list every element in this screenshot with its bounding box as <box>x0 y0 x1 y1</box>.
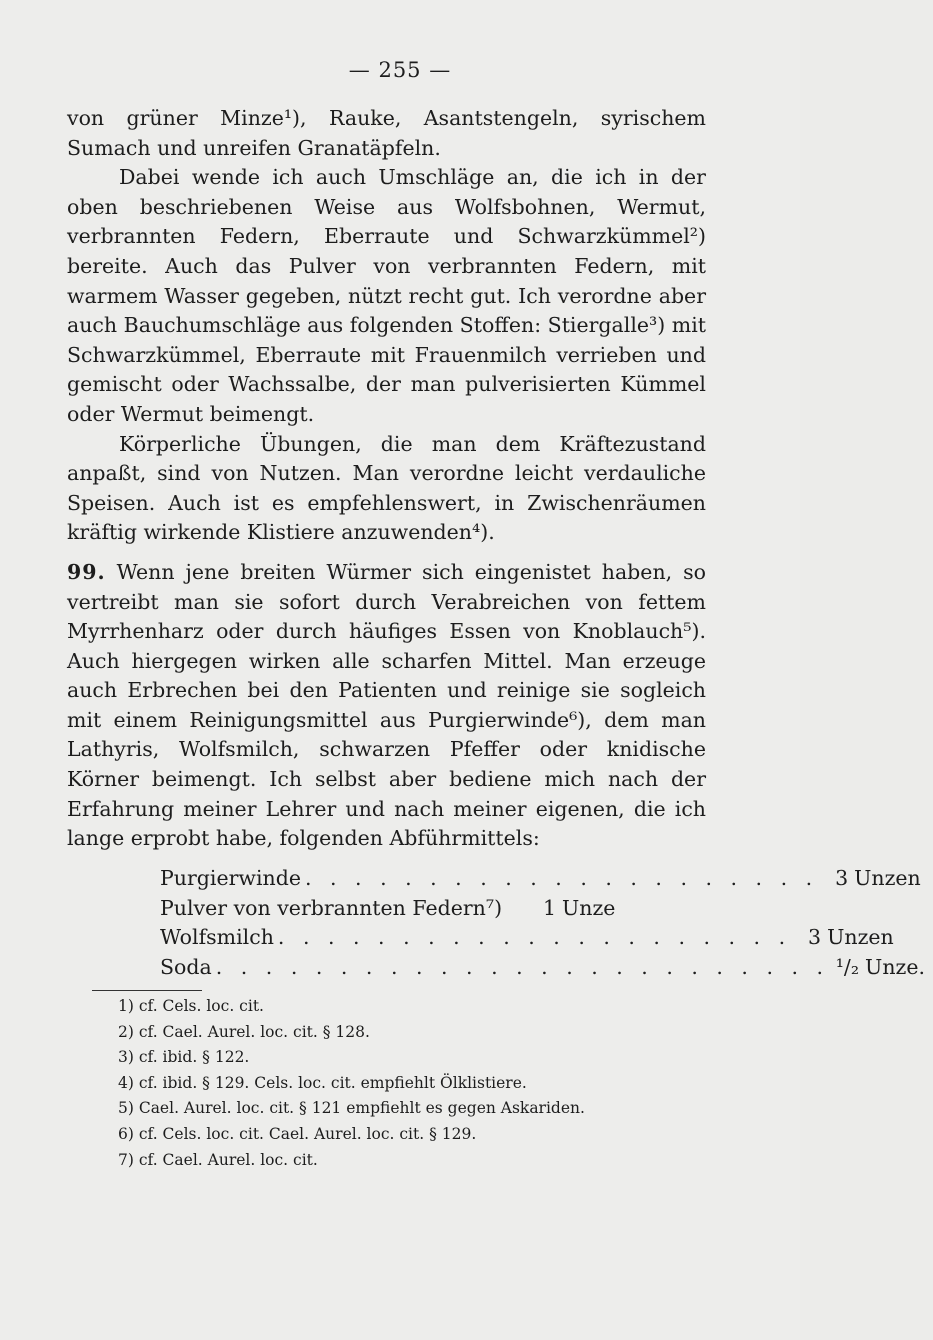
recipe-row <box>160 953 925 983</box>
ingredient-name: Soda <box>160 954 212 979</box>
recipe-row <box>160 894 630 924</box>
paragraph-uebungen: Körperliche Übungen, die man dem Kräftezustand anpaßt, sind von Nutzen. Man verordne leicht verdauliche Speisen. Auch ist es empfehlenswert, in Zwischenräumen kräftig wirkende Klistiere anzuwenden⁴). <box>67 431 706 545</box>
footnote-3: 3) cf. ibid. § 122. <box>118 1048 250 1067</box>
footnotes <box>118 994 738 1173</box>
leader-dots: . . . . . . . . . . . . . . . . . . . . . . . . . <box>215 954 830 979</box>
ingredient-unit: Unzen <box>827 925 894 950</box>
footnote-4: 4) cf. ibid. § 129. Cels. loc. cit. empfiehlt Ölklistiere. <box>118 1073 527 1092</box>
section-text: Wenn jene breiten Würmer sich eingenistet haben, so vertreibt man sie sofort durch Verabreichen von fettem Myrrhenharz oder durch häufiges Essen von Knoblauch⁵). Auch hiergegen wirken alle scharfen Mittel. Man erzeuge auch Erbrechen bei den Patienten und reinige sie sogleich mit einem Reinigungsmittel aus Purgierwinde⁶), dem man Lathyris, Wolfsmilch, schwarzen Pfeffer oder knidische Körner beimengt. Ich selbst aber bediene mich nach der Erfahrung meiner Lehrer und nach meiner eigenen, die ich lange erprobt habe, folgenden Abführmittels: <box>67 559 706 851</box>
section-number: 99. <box>67 559 106 584</box>
ingredient-name: Purgierwinde <box>160 866 301 890</box>
main-text <box>67 104 706 854</box>
footnote-6: 6) cf. Cels. loc. cit. Cael. Aurel. loc. cit. § 129. <box>118 1124 477 1143</box>
ingredient-unit: Unze. <box>865 954 925 979</box>
footnote-7: 7) cf. Cael. Aurel. loc. cit. <box>118 1150 318 1169</box>
recipe-row <box>160 923 894 953</box>
footnote-2: 2) cf. Cael. Aurel. loc. cit. § 128. <box>118 1022 370 1041</box>
leader-dots: . . . . . . . . . . . . . . . . . . . . . <box>277 925 792 950</box>
ingredient-name: Wolfsmilch <box>160 925 274 950</box>
paragraph-umschlaege: Dabei wende ich auch Umschläge an, die ich in der oben beschriebenen Weise aus Wolfsbohnen, Wermut, verbrannten Federn, Eberraute und Schwarzkümmel²) bereite. Auch das Pulver von verbrannten Federn, mit warmem Wasser gegeben, nützt recht gut. Ich verordne aber auch Bauchumschläge aus folgenden Stoffen: Stiergalle³) mit Schwarzkümmel, Eberraute mit Frauenmilch verrieben und gemischt oder Wachssalbe, der man pulverisierten Kümmel oder Wermut beimengt. <box>67 165 706 426</box>
ingredient-amount: 3 <box>835 866 849 890</box>
footnote-separator <box>92 990 202 991</box>
ingredient-amount: 1 <box>542 895 556 920</box>
paragraph-continuation: von grüner Minze¹), Rauke, Asantstengeln, syrischem Sumach und unreifen Granatäpfeln. <box>67 106 706 160</box>
footnote-1: 1) cf. Cels. loc. cit. <box>118 997 264 1015</box>
section-99 <box>67 558 706 854</box>
ingredient-amount: 3 <box>808 925 822 950</box>
ingredient-unit: Unzen <box>854 866 921 890</box>
ingredient-name: Pulver von verbrannten Federn⁷) <box>160 895 503 920</box>
footnote-5: 5) Cael. Aurel. loc. cit. § 121 empfiehlt es gegen Askariden. <box>118 1099 585 1118</box>
ingredient-amount: ¹/₂ <box>835 954 860 979</box>
page-number: — 255 — <box>348 58 452 82</box>
leader-dots: . . . . . . . . . . . . . . . . . . . . . <box>304 866 819 890</box>
recipe-list <box>160 864 925 982</box>
recipe-row <box>160 864 921 894</box>
ingredient-unit: Unze <box>562 895 616 920</box>
